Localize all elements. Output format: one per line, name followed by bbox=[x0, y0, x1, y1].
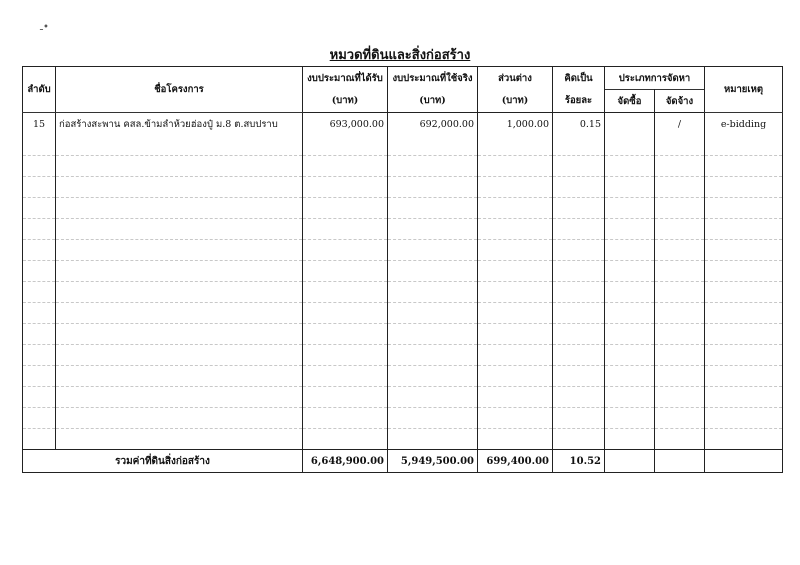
blank-cell bbox=[553, 177, 605, 198]
blank-cell bbox=[553, 198, 605, 219]
blank-cell bbox=[303, 366, 388, 387]
blank-cell bbox=[605, 240, 655, 261]
total-hire bbox=[655, 450, 705, 473]
blank-cell bbox=[553, 387, 605, 408]
blank-cell bbox=[478, 219, 553, 240]
header-order: ลำดับ bbox=[23, 67, 56, 113]
blank-cell bbox=[553, 366, 605, 387]
blank-cell bbox=[478, 303, 553, 324]
table-row bbox=[23, 113, 783, 136]
blank-cell bbox=[478, 429, 553, 450]
blank-cell bbox=[303, 324, 388, 345]
blank-cell bbox=[388, 282, 478, 303]
blank-cell bbox=[303, 156, 388, 177]
blank-cell bbox=[388, 261, 478, 282]
blank-cell bbox=[705, 408, 783, 429]
blank-cell bbox=[605, 282, 655, 303]
corner-mark: ـ• bbox=[40, 22, 49, 33]
blank-cell bbox=[303, 198, 388, 219]
blank-cell bbox=[705, 366, 783, 387]
blank-cell bbox=[388, 198, 478, 219]
header-remark: หมายเหตุ bbox=[705, 67, 783, 113]
blank-cell bbox=[56, 345, 303, 366]
total-budget-used: 5,949,500.00 bbox=[388, 450, 478, 473]
cell-purchase bbox=[605, 113, 655, 136]
total-remark bbox=[705, 450, 783, 473]
blank-cell bbox=[553, 219, 605, 240]
blank-cell bbox=[388, 387, 478, 408]
blank-cell bbox=[705, 345, 783, 366]
header-budget-used: งบประมาณที่ใช้จริง bbox=[388, 67, 478, 90]
blank-cell bbox=[605, 156, 655, 177]
blank-cell bbox=[303, 345, 388, 366]
blank-cell bbox=[605, 408, 655, 429]
blank-cell bbox=[655, 324, 705, 345]
blank-cell bbox=[655, 240, 705, 261]
cell-project-name: ก่อสร้างสะพาน คสล.ข้ามลำห้วยฮ่องปู๋ ม.8 ต.สบปราบ bbox=[56, 113, 303, 136]
subheader-purchase: จัดซื้อ bbox=[605, 90, 655, 113]
blank-cell bbox=[56, 261, 303, 282]
blank-cell bbox=[388, 366, 478, 387]
blank-cell bbox=[655, 282, 705, 303]
blank-cell bbox=[56, 177, 303, 198]
header-project-name: ชื่อโครงการ bbox=[56, 67, 303, 113]
blank-cell bbox=[705, 198, 783, 219]
blank-cell bbox=[478, 156, 553, 177]
blank-cell bbox=[478, 366, 553, 387]
blank-cell bbox=[56, 219, 303, 240]
blank-cell bbox=[23, 324, 56, 345]
total-difference: 699,400.00 bbox=[478, 450, 553, 473]
subheader-unit-received: (บาท) bbox=[303, 90, 388, 113]
blank-cell bbox=[478, 345, 553, 366]
blank-cell bbox=[605, 387, 655, 408]
header-budget-received: งบประมาณที่ได้รับ bbox=[303, 67, 388, 90]
blank-rows bbox=[23, 135, 783, 450]
blank-cell bbox=[605, 366, 655, 387]
blank-cell bbox=[56, 324, 303, 345]
blank-cell bbox=[655, 198, 705, 219]
blank-cell bbox=[553, 135, 605, 156]
blank-cell bbox=[23, 156, 56, 177]
blank-cell bbox=[478, 282, 553, 303]
blank-cell bbox=[23, 345, 56, 366]
blank-cell bbox=[705, 135, 783, 156]
blank-cell bbox=[56, 429, 303, 450]
blank-cell bbox=[705, 240, 783, 261]
blank-cell bbox=[478, 135, 553, 156]
blank-row bbox=[23, 429, 783, 450]
blank-cell bbox=[705, 429, 783, 450]
blank-cell bbox=[705, 219, 783, 240]
blank-row bbox=[23, 324, 783, 345]
total-budget-received: 6,648,900.00 bbox=[303, 450, 388, 473]
blank-row bbox=[23, 240, 783, 261]
blank-cell bbox=[655, 366, 705, 387]
cell-order: 15 bbox=[23, 113, 56, 136]
blank-cell bbox=[23, 282, 56, 303]
blank-cell bbox=[605, 303, 655, 324]
blank-row bbox=[23, 219, 783, 240]
blank-cell bbox=[56, 240, 303, 261]
blank-row bbox=[23, 387, 783, 408]
blank-cell bbox=[705, 324, 783, 345]
budget-table bbox=[22, 66, 783, 473]
blank-row bbox=[23, 303, 783, 324]
blank-cell bbox=[23, 408, 56, 429]
blank-cell bbox=[303, 408, 388, 429]
subheader-unit-used: (บาท) bbox=[388, 90, 478, 113]
blank-cell bbox=[553, 324, 605, 345]
blank-cell bbox=[605, 345, 655, 366]
blank-cell bbox=[478, 324, 553, 345]
subheader-unit-difference: (บาท) bbox=[478, 90, 553, 113]
blank-cell bbox=[56, 303, 303, 324]
blank-cell bbox=[23, 135, 56, 156]
blank-cell bbox=[705, 387, 783, 408]
blank-cell bbox=[388, 177, 478, 198]
blank-cell bbox=[23, 387, 56, 408]
blank-cell bbox=[478, 198, 553, 219]
blank-cell bbox=[655, 429, 705, 450]
header-percent: คิดเป็น bbox=[553, 67, 605, 90]
subheader-hire: จัดจ้าง bbox=[655, 90, 705, 113]
blank-cell bbox=[388, 240, 478, 261]
blank-cell bbox=[303, 261, 388, 282]
blank-cell bbox=[56, 156, 303, 177]
blank-cell bbox=[605, 261, 655, 282]
page-title: หมวดที่ดินและสิ่งก่อสร้าง bbox=[329, 48, 471, 63]
blank-row bbox=[23, 177, 783, 198]
blank-cell bbox=[388, 345, 478, 366]
blank-cell bbox=[388, 408, 478, 429]
blank-row bbox=[23, 261, 783, 282]
blank-cell bbox=[655, 219, 705, 240]
blank-cell bbox=[553, 156, 605, 177]
blank-cell bbox=[478, 408, 553, 429]
blank-cell bbox=[605, 135, 655, 156]
header-procurement-type: ประเภทการจัดหา bbox=[605, 67, 705, 90]
blank-cell bbox=[303, 429, 388, 450]
blank-cell bbox=[303, 135, 388, 156]
blank-cell bbox=[705, 177, 783, 198]
cell-budget-received: 693,000.00 bbox=[303, 113, 388, 136]
cell-difference: 1,000.00 bbox=[478, 113, 553, 136]
blank-cell bbox=[303, 219, 388, 240]
blank-cell bbox=[605, 324, 655, 345]
total-row bbox=[23, 450, 783, 473]
blank-cell bbox=[23, 198, 56, 219]
blank-row bbox=[23, 135, 783, 156]
blank-cell bbox=[655, 303, 705, 324]
total-purchase bbox=[605, 450, 655, 473]
blank-cell bbox=[553, 282, 605, 303]
blank-cell bbox=[303, 282, 388, 303]
blank-cell bbox=[23, 366, 56, 387]
blank-cell bbox=[56, 135, 303, 156]
blank-row bbox=[23, 366, 783, 387]
blank-cell bbox=[655, 156, 705, 177]
blank-cell bbox=[655, 345, 705, 366]
cell-budget-used: 692,000.00 bbox=[388, 113, 478, 136]
blank-cell bbox=[303, 387, 388, 408]
blank-cell bbox=[605, 429, 655, 450]
blank-row bbox=[23, 156, 783, 177]
blank-cell bbox=[388, 303, 478, 324]
cell-remark: e-bidding bbox=[705, 113, 783, 136]
blank-cell bbox=[23, 177, 56, 198]
blank-cell bbox=[605, 219, 655, 240]
blank-cell bbox=[553, 240, 605, 261]
blank-cell bbox=[478, 177, 553, 198]
blank-cell bbox=[23, 303, 56, 324]
blank-cell bbox=[478, 387, 553, 408]
subheader-percent-unit: ร้อยละ bbox=[553, 90, 605, 113]
blank-cell bbox=[56, 387, 303, 408]
blank-cell bbox=[553, 408, 605, 429]
blank-cell bbox=[655, 177, 705, 198]
blank-cell bbox=[303, 240, 388, 261]
blank-cell bbox=[56, 408, 303, 429]
blank-cell bbox=[655, 135, 705, 156]
blank-cell bbox=[388, 324, 478, 345]
blank-cell bbox=[478, 240, 553, 261]
blank-cell bbox=[705, 282, 783, 303]
blank-cell bbox=[23, 261, 56, 282]
blank-row bbox=[23, 345, 783, 366]
blank-cell bbox=[553, 429, 605, 450]
header-difference: ส่วนต่าง bbox=[478, 67, 553, 90]
blank-cell bbox=[655, 261, 705, 282]
blank-cell bbox=[23, 240, 56, 261]
blank-cell bbox=[56, 198, 303, 219]
blank-cell bbox=[388, 219, 478, 240]
blank-cell bbox=[303, 303, 388, 324]
blank-cell bbox=[23, 219, 56, 240]
blank-cell bbox=[553, 303, 605, 324]
blank-cell bbox=[655, 387, 705, 408]
cell-hire: / bbox=[655, 113, 705, 136]
blank-cell bbox=[655, 408, 705, 429]
blank-cell bbox=[478, 261, 553, 282]
blank-cell bbox=[56, 366, 303, 387]
blank-cell bbox=[388, 429, 478, 450]
blank-cell bbox=[605, 177, 655, 198]
cell-percent: 0.15 bbox=[553, 113, 605, 136]
blank-cell bbox=[605, 198, 655, 219]
blank-cell bbox=[553, 261, 605, 282]
blank-row bbox=[23, 408, 783, 429]
blank-cell bbox=[303, 177, 388, 198]
blank-cell bbox=[705, 303, 783, 324]
blank-cell bbox=[388, 135, 478, 156]
total-label: รวมค่าที่ดินสิ่งก่อสร้าง bbox=[23, 450, 303, 473]
blank-row bbox=[23, 198, 783, 219]
blank-cell bbox=[705, 156, 783, 177]
total-percent: 10.52 bbox=[553, 450, 605, 473]
blank-cell bbox=[388, 156, 478, 177]
blank-cell bbox=[56, 282, 303, 303]
blank-cell bbox=[553, 345, 605, 366]
blank-row bbox=[23, 282, 783, 303]
blank-cell bbox=[705, 261, 783, 282]
blank-cell bbox=[23, 429, 56, 450]
